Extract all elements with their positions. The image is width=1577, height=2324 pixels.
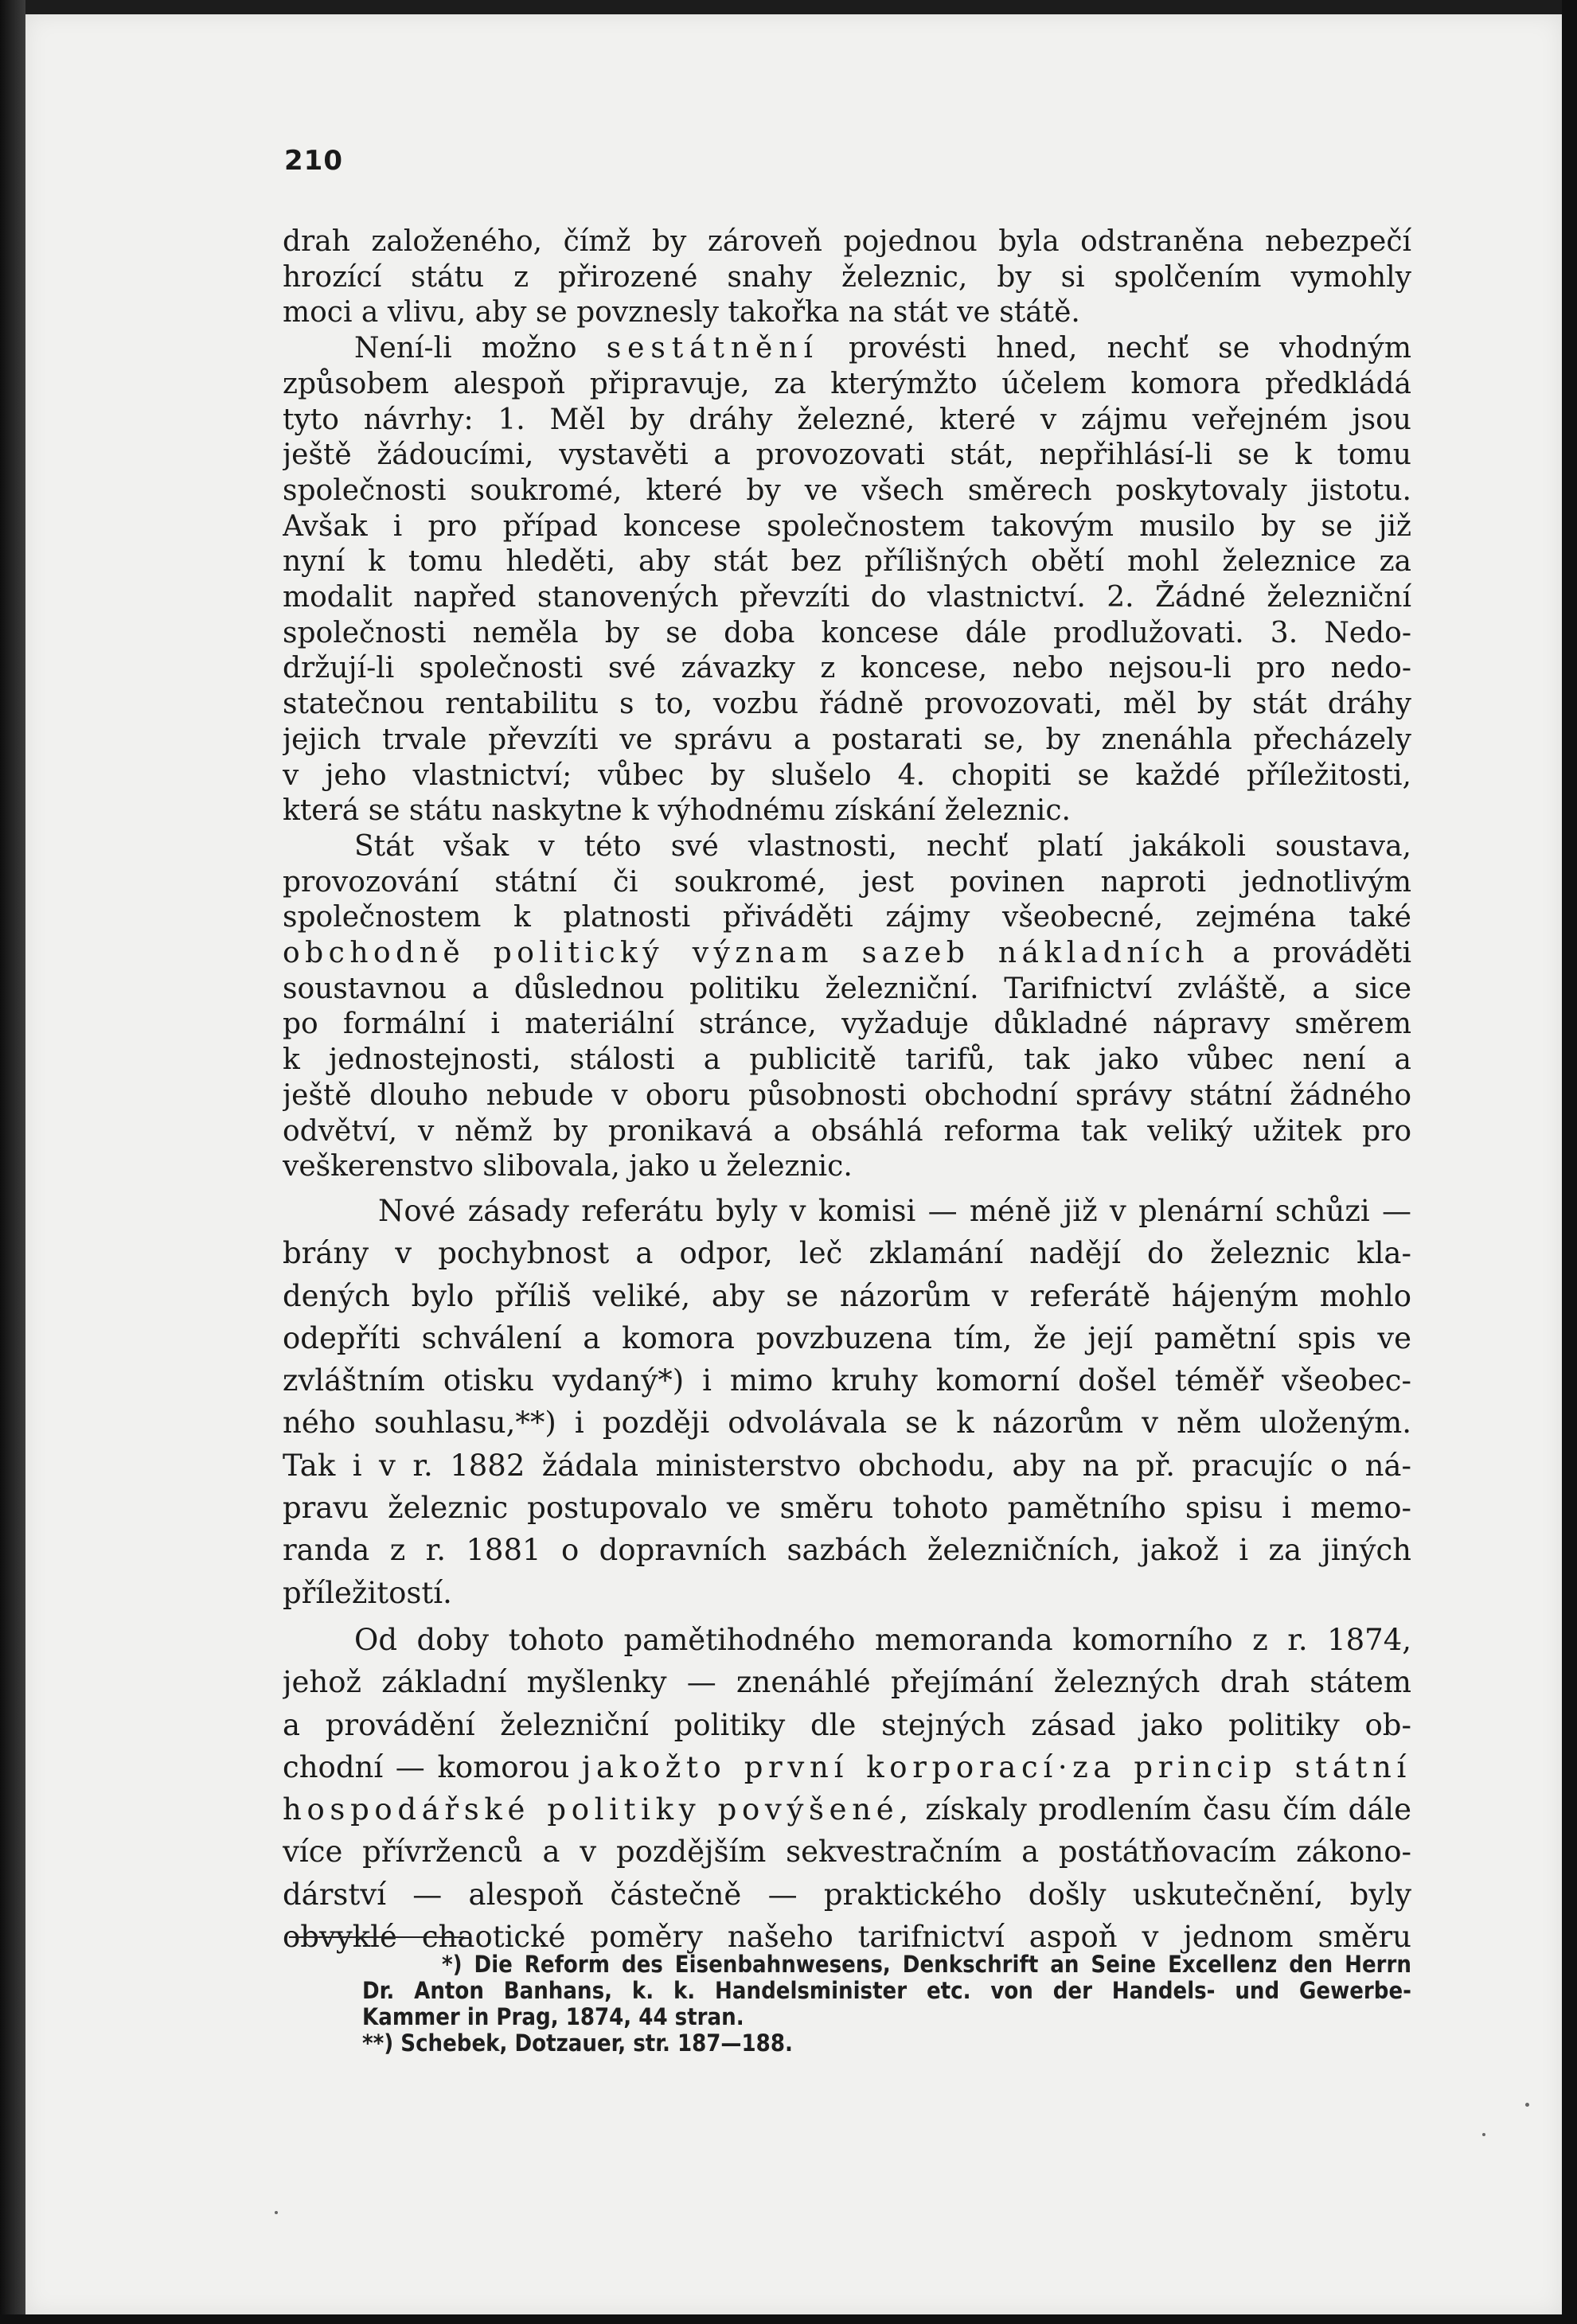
emphasis-text: obchodně politický význam sazeb nákladních <box>283 937 1210 970</box>
text-line: společnosti neměla by se doba koncese dále prodlužovati. 3. Nedo- <box>283 616 1411 649</box>
text-fragment: získaly prodlením času čím dále <box>913 1792 1411 1827</box>
text-line: dených bylo příliš veliké, aby se názorům v referátě hájeným mohlo <box>283 1278 1411 1313</box>
paragraph-5 <box>283 1619 1411 1958</box>
text-line: držují-li společnosti své závazky z koncese, nebo nejsou-li pro nedo- <box>283 652 1411 685</box>
scan-speck <box>1482 2133 1485 2136</box>
text-line: drah založeného, čímž by zároveň pojednou byla odstraněna nebezpečí <box>283 225 1411 258</box>
text-line: jehož základní myšlenky — znenáhlé přejímání železných drah státem <box>283 1665 1411 1700</box>
footnote-1 <box>283 1952 1411 2030</box>
text-line: odepříti schválení a komora povzbuzena tím, že její pamětní spis ve <box>283 1320 1411 1355</box>
paragraph-4 <box>283 1190 1411 1614</box>
footnote-separator <box>289 1936 464 1938</box>
text-line: randa z r. 1881 o dopravních sazbách železničních, jakož i za jiných <box>283 1533 1411 1568</box>
text-line: Od doby tohoto pamětihodného memoranda komorního z r. 1874, <box>354 1622 1411 1657</box>
emphasis-text: sestátnění <box>606 332 819 365</box>
paragraph-1 <box>283 224 1411 331</box>
text-line: Tak i v r. 1882 žádala ministerstvo obchodu, aby na př. pracujíc o ná- <box>283 1448 1411 1483</box>
text-line: ného souhlasu,**) i později odvolávala se k názorům v něm uloženým. <box>283 1406 1411 1441</box>
text-line: brány v pochybnost a odpor, leč zklamání nadějí do železnic kla- <box>283 1236 1411 1271</box>
text-line: soustavnou a důslednou politiku železniční. Tarifnictví zvláště, a sice <box>283 972 1411 1005</box>
text-line <box>283 1746 1411 1788</box>
scan-speck <box>1525 2103 1529 2107</box>
text-line: hrozící státu z přirozené snahy železnic, by si spolčením vymohly <box>283 260 1411 294</box>
body-text <box>283 224 1411 1958</box>
text-line: k jednostejnosti, stálosti a publicitě tarifů, tak jako vůbec není a <box>283 1043 1411 1077</box>
text-line: Avšak i pro případ koncese společnostem takovým musilo by se již <box>283 509 1411 543</box>
text-line: jejich trvale převzíti ve správu a postarati se, by znenáhla přecházely <box>283 723 1411 756</box>
footnote-2: **) Schebek, Dotzauer, str. 187—188. <box>362 2030 793 2057</box>
emphasis-text: hospodářské politiky povýšené, <box>283 1792 914 1827</box>
text-line: způsobem alespoň připravuje, za kterýmžto účelem komora předkládá <box>283 367 1411 400</box>
text-line: zvláštním otisku vydaný*) i mimo kruhy komorní došel téměř všeobec- <box>283 1363 1411 1398</box>
text-line: a provádění železniční politiky dle stejných zásad jako politiky ob- <box>283 1707 1411 1742</box>
paragraph-2 <box>283 331 1411 829</box>
text-fragment: Není-li možno <box>354 332 607 365</box>
text-line: provozování státní či soukromé, jest povinen naproti jednotlivým <box>283 865 1411 899</box>
text-line <box>283 331 1411 367</box>
text-line: odvětví, v němž by pronikavá a obsáhlá reforma tak veliký užitek pro <box>283 1114 1411 1148</box>
text-line <box>283 936 1411 972</box>
text-line: Stát však v této své vlastnosti, nechť platí jakákoli soustava, <box>354 829 1411 863</box>
text-fragment: provésti hned, nechť se vhodným <box>818 332 1411 365</box>
text-line: více přívrženců a v pozdějším sekvestračním a postátňovacím zákono- <box>283 1835 1411 1870</box>
text-line: která se státu naskytne k výhodnému získání železnic. <box>283 794 1071 828</box>
page-number: 210 <box>284 145 343 177</box>
text-line: nyní k tomu hleděti, aby stát bez přílišných obětí mohl železnice za <box>283 545 1411 579</box>
text-line: pravu železnic postupovalo ve směru tohoto pamětního spisu i memo- <box>283 1491 1411 1526</box>
text-line: společnosti soukromé, které by ve všech směrech poskytovaly jistotu. <box>283 474 1411 507</box>
footnotes <box>283 1952 1411 2057</box>
footnote-line: Dr. Anton Banhans, k. k. Handelsminister etc. von der Handels- und Gewerbe- <box>362 1978 1411 2004</box>
scan-left-edge <box>0 0 25 2324</box>
footnote-line: *) Die Reform des Eisenbahnwesens, Denkschrift an Seine Excellenz den Herrn <box>442 1952 1411 1978</box>
text-line: společnostem k platnosti přiváděti zájmy všeobecné, zejména také <box>283 901 1411 934</box>
text-line <box>283 1788 1411 1831</box>
text-line: dárství — alespoň částečně — praktického došly uskutečnění, byly <box>283 1877 1411 1912</box>
text-line: statečnou rentabilitu s to, vozbu řádně provozovati, měl by stát dráhy <box>283 688 1411 721</box>
text-fragment: chodní — komorou <box>283 1749 582 1784</box>
text-line: modalit napřed stanovených převzíti do vlastnictví. 2. Žádné železniční <box>283 581 1411 614</box>
text-line: ještě žádoucími, vystavěti a provozovati stát, nepřihlásí-li se k tomu <box>283 439 1411 472</box>
scan-bottom-edge <box>0 2314 1577 2324</box>
scan-right-edge <box>1562 0 1577 2324</box>
text-line: ještě dlouho nebude v oboru působnosti obchodní správy státní žádného <box>283 1078 1411 1112</box>
emphasis-text: jakožto první korporací·za princip státní <box>581 1749 1411 1784</box>
text-line: po formální i materiální stránce, vyžaduje důkladné nápravy směrem <box>283 1008 1411 1041</box>
text-line: v jeho vlastnictví; vůbec by slušelo 4. chopiti se každé příležitosti, <box>283 758 1411 792</box>
paragraph-3 <box>283 829 1411 1185</box>
scan-speck <box>275 2211 278 2214</box>
text-line: obvyklé chaotické poměry našeho tarifnictví aspoň v jednom směru <box>283 1920 1411 1955</box>
text-fragment: a prováděti <box>1209 937 1411 970</box>
text-line: veškerenstvo slibovala, jako u železnic. <box>283 1150 853 1183</box>
footnote-line: Kammer in Prag, 1874, 44 stran. <box>362 2004 744 2030</box>
text-line: moci a vlivu, aby se povznesly takořka na stát ve státě. <box>283 296 1080 329</box>
text-line: tyto návrhy: 1. Měl by dráhy železné, které v zájmu veřejném jsou <box>283 403 1411 436</box>
text-line: Nové zásady referátu byly v komisi — méně již v plenární schůzi — <box>378 1193 1411 1228</box>
text-line: příležitostí. <box>283 1575 452 1610</box>
